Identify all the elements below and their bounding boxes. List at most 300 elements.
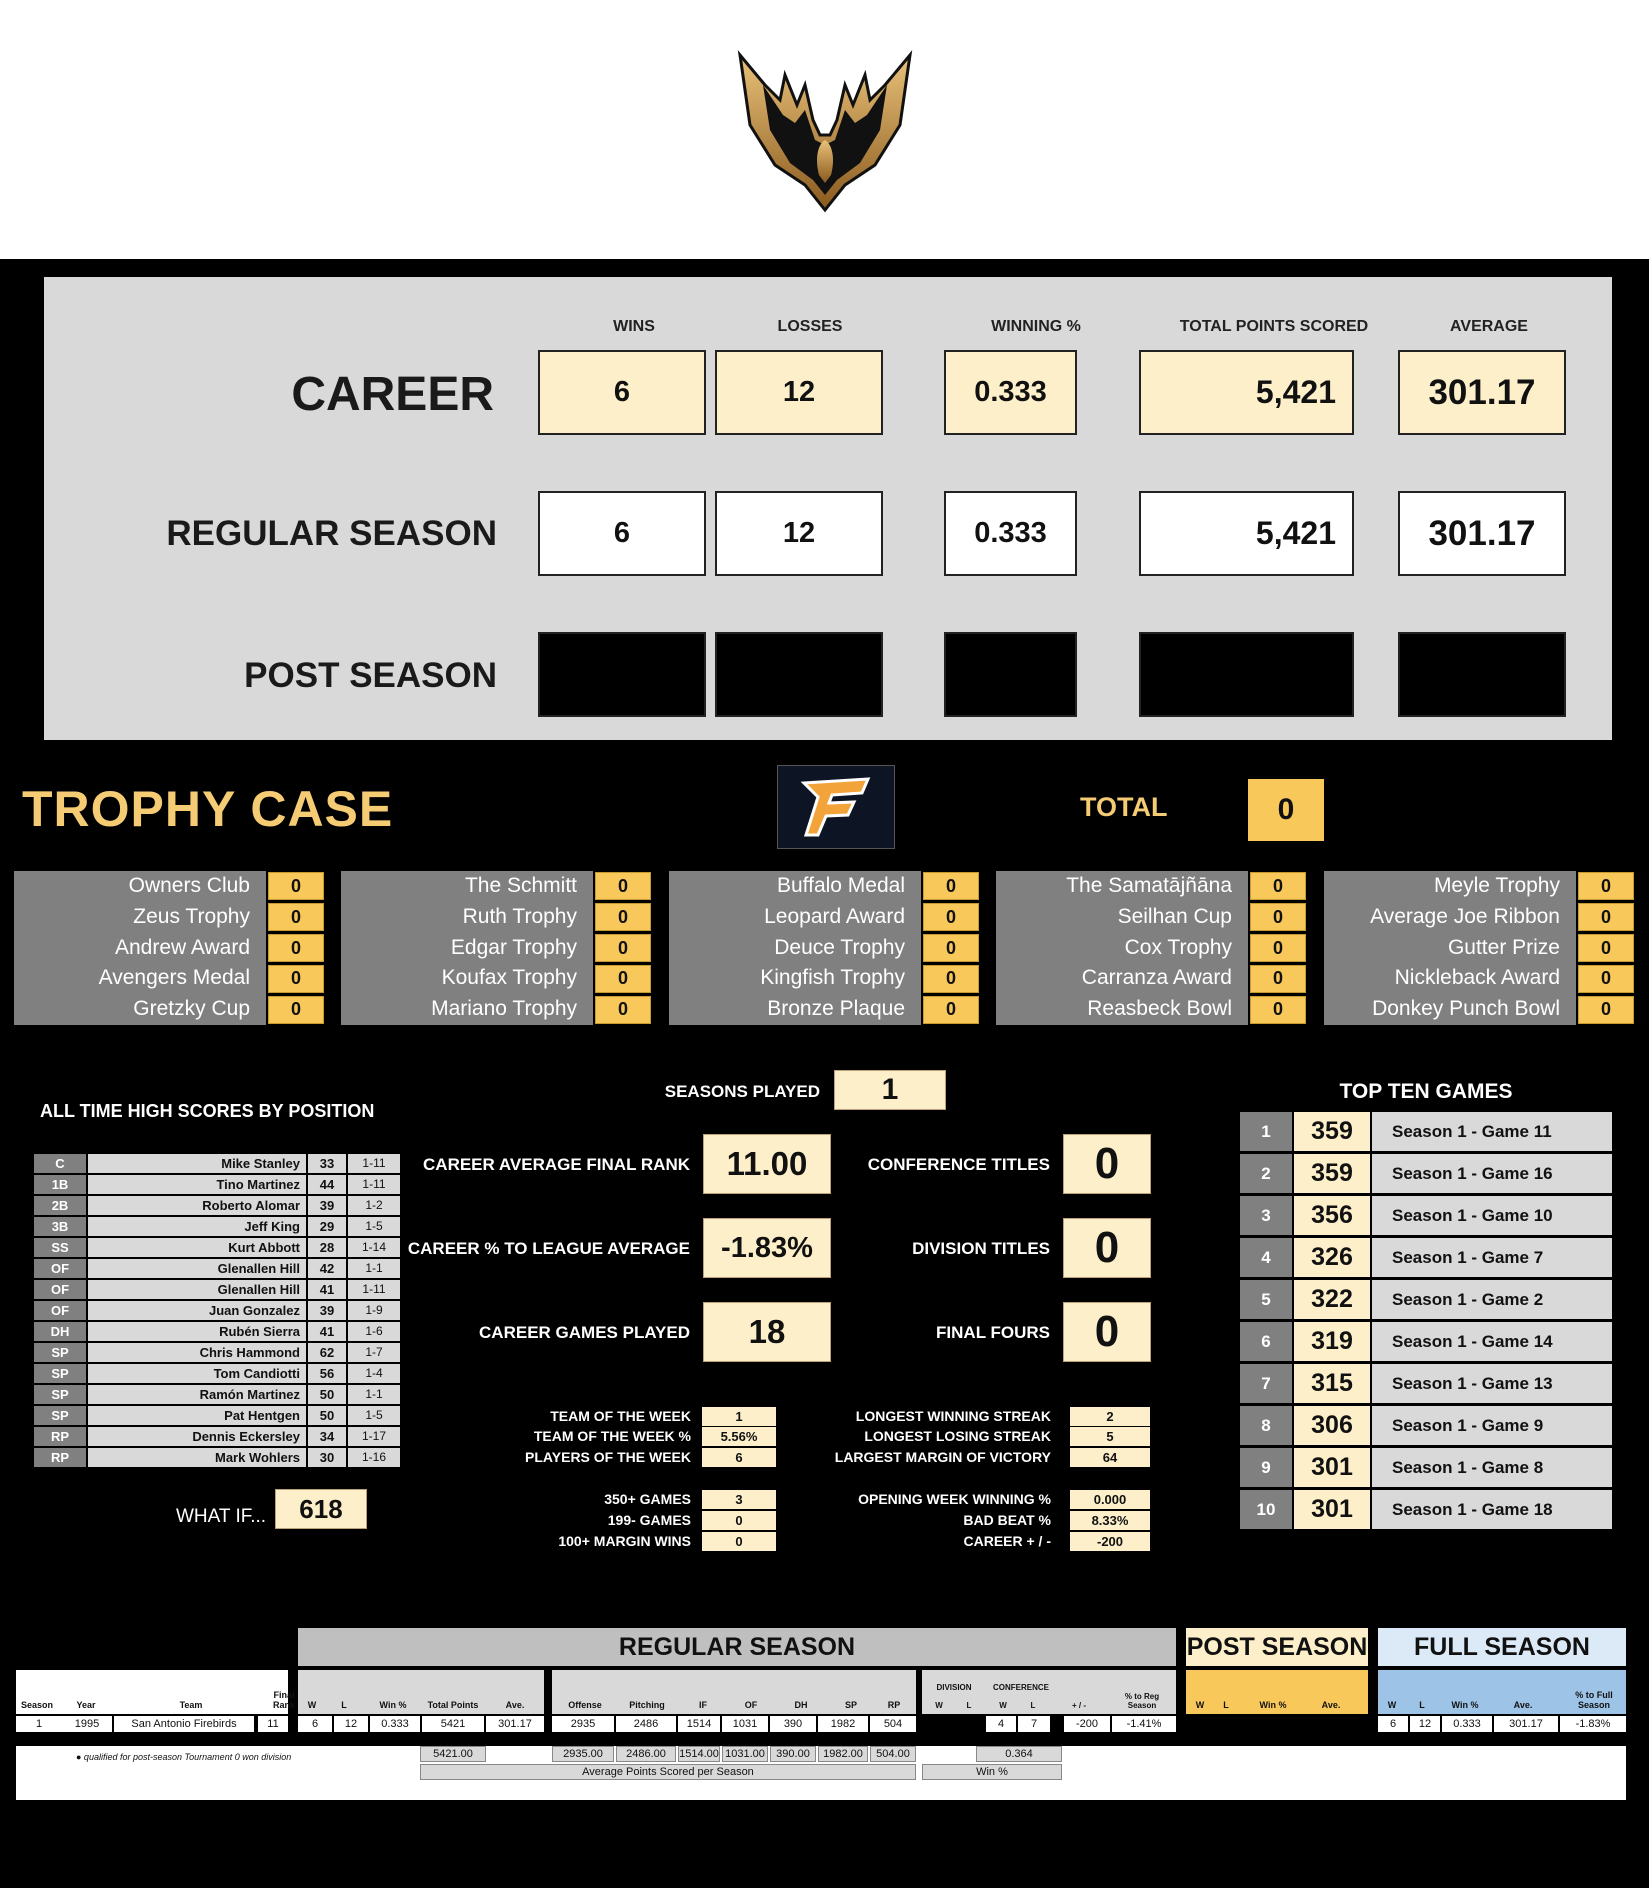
top-game-rank: 7 — [1240, 1364, 1292, 1403]
total-cell: 1982.00 — [818, 1746, 868, 1762]
position-code: SP — [34, 1364, 86, 1383]
season-cell: 5421 — [422, 1716, 484, 1732]
winning-pct-header: WINNING % — [991, 318, 1081, 335]
trophy-name: The Samatājñāna — [1066, 874, 1232, 897]
trophy-count: 0 — [1250, 903, 1306, 931]
player-score: 62 — [308, 1343, 346, 1362]
div-titles-label: DIVISION TITLES — [912, 1239, 1050, 1258]
footnote-text: ● qualified for post-season Tournament 0 won division — [76, 1752, 292, 1762]
position-code: 2B — [34, 1196, 86, 1215]
player-score: 56 — [308, 1364, 346, 1383]
small-stat-value: 6 — [702, 1448, 776, 1467]
player-name: Pat Hentgen — [88, 1406, 306, 1425]
post-losses — [715, 632, 883, 717]
id-header: Team — [179, 1700, 203, 1710]
player-name: Tino Martinez — [88, 1175, 306, 1194]
conf-titles-label: CONFERENCE TITLES — [867, 1155, 1050, 1174]
pos-header: IF — [699, 1700, 707, 1710]
season-cell: 504 — [870, 1716, 916, 1732]
top-game-row — [1240, 1112, 1612, 1151]
career-wins: 6 — [538, 350, 706, 435]
trophy-group — [669, 871, 981, 1025]
what-if-value: 618 — [275, 1489, 367, 1529]
top-game-score: 356 — [1294, 1196, 1370, 1235]
player-name: Mark Wohlers — [88, 1448, 306, 1467]
trophy-name: The Schmitt — [464, 874, 577, 897]
div-conf-header: CONFERENCE — [992, 1683, 1049, 1692]
full-header: Ave. — [1513, 1700, 1533, 1710]
top-ten-title: TOP TEN GAMES — [1339, 1080, 1513, 1103]
avg-rank-value: 11.00 — [703, 1134, 831, 1194]
game-ref: 1-17 — [348, 1427, 400, 1446]
pos-header: OF — [744, 1700, 758, 1710]
game-ref: 1-2 — [348, 1196, 400, 1215]
post-header: Ave. — [1321, 1700, 1341, 1710]
position-code: 1B — [34, 1175, 86, 1194]
div-conf-header: W — [935, 1701, 943, 1710]
season-cell: 12 — [1410, 1716, 1440, 1732]
position-row — [34, 1405, 383, 1425]
trophy-count: 0 — [1578, 903, 1634, 931]
trophy-name: Kingfish Trophy — [760, 966, 905, 990]
season-cell: 4 — [986, 1716, 1016, 1732]
player-score: 50 — [308, 1406, 346, 1425]
pos-header: Pitching — [629, 1700, 665, 1710]
div-conf-header: DIVISION — [936, 1683, 972, 1692]
career-pct: 0.333 — [944, 350, 1077, 435]
small-stat-value: 8.33% — [1070, 1511, 1150, 1530]
small-stat-label: OPENING WEEK WINNING % — [858, 1491, 1051, 1507]
position-code: C — [34, 1154, 86, 1173]
position-row — [34, 1258, 383, 1278]
trophy-count: 0 — [268, 996, 324, 1024]
reg-header: Ave. — [505, 1700, 525, 1710]
small-stat-label: TEAM OF THE WEEK % — [533, 1428, 691, 1444]
total-cell: 1031.00 — [722, 1746, 768, 1762]
top-game-label: Season 1 - Game 8 — [1372, 1448, 1612, 1487]
trophy-count: 0 — [1578, 996, 1634, 1024]
top-game-rank: 1 — [1240, 1112, 1292, 1151]
top-game-score: 359 — [1294, 1112, 1370, 1151]
player-score: 41 — [308, 1322, 346, 1341]
game-ref: 1-4 — [348, 1364, 400, 1383]
total-cell: 1514.00 — [679, 1748, 719, 1760]
post-season-bar: POST SEASON — [1186, 1628, 1368, 1666]
final-fours-value: 0 — [1063, 1302, 1151, 1362]
average-header: AVERAGE — [1450, 318, 1528, 335]
small-stat-label: LARGEST MARGIN OF VICTORY — [834, 1449, 1051, 1465]
position-row — [34, 1384, 383, 1404]
regular-season-bar: REGULAR SEASON — [298, 1628, 1176, 1666]
trophy-count: 0 — [595, 996, 651, 1024]
top-game-score: 315 — [1294, 1364, 1370, 1403]
top-game-score: 319 — [1294, 1322, 1370, 1361]
player-name: Kurt Abbott — [88, 1238, 306, 1257]
trophy-count: 0 — [1250, 934, 1306, 962]
regular-season-label: REGULAR SEASON — [166, 514, 497, 553]
post-header: W — [1195, 1700, 1205, 1710]
season-cell: 0.333 — [370, 1716, 420, 1732]
top-game-label: Season 1 - Game 14 — [1372, 1322, 1612, 1361]
top-game-score: 306 — [1294, 1406, 1370, 1445]
trophy-name: Andrew Award — [114, 935, 250, 959]
season-cell: 1031 — [722, 1716, 768, 1732]
position-code: RP — [34, 1448, 86, 1467]
post-points — [1139, 632, 1354, 717]
season-cell: 1 — [16, 1716, 62, 1732]
player-name: Jeff King — [88, 1217, 306, 1236]
trophy-count: 0 — [923, 872, 979, 900]
position-row — [34, 1174, 386, 1194]
full-header: L — [1419, 1700, 1425, 1710]
small-stat-value: 0 — [702, 1532, 776, 1551]
top-game-row — [1240, 1490, 1612, 1529]
full-header: W — [1387, 1700, 1397, 1710]
pos-header: SP — [844, 1700, 857, 1710]
top-game-rank: 2 — [1240, 1154, 1292, 1193]
game-ref: 1-16 — [348, 1448, 400, 1467]
career-label: CAREER — [291, 368, 494, 421]
top-game-row — [1240, 1196, 1612, 1235]
regular-average: 301.17 — [1398, 491, 1566, 576]
small-stat-label: BAD BEAT % — [963, 1512, 1051, 1528]
season-cell: -1.83% — [1560, 1716, 1626, 1732]
div-conf-header: + / - — [1071, 1701, 1086, 1710]
trophy-count: 0 — [1250, 996, 1306, 1024]
header-band — [0, 0, 1649, 259]
wins-header: WINS — [613, 318, 655, 335]
position-code: SP — [34, 1406, 86, 1425]
trophy-name: Edgar Trophy — [450, 935, 577, 959]
player-score: 34 — [308, 1427, 346, 1446]
top-game-row — [1240, 1448, 1612, 1487]
top-game-score: 301 — [1294, 1490, 1370, 1529]
full-header: Win % — [1451, 1700, 1479, 1710]
total-cell: 504.00 — [870, 1746, 916, 1762]
trophy-case-title: TROPHY CASE — [22, 781, 394, 837]
trophy-total-value: 0 — [1248, 779, 1324, 841]
full-season-bar: FULL SEASON — [1378, 1628, 1626, 1666]
trophy-count: 0 — [595, 872, 651, 900]
trophy-name: Ruth Trophy — [462, 904, 577, 928]
total-cell: 2935.00 — [552, 1746, 614, 1762]
reg-header: W — [307, 1700, 317, 1710]
position-row — [34, 1216, 383, 1236]
player-score: 29 — [308, 1217, 346, 1236]
top-game-label: Season 1 - Game 10 — [1372, 1196, 1612, 1235]
id-header: Year — [76, 1700, 96, 1710]
div-titles-value: 0 — [1063, 1218, 1151, 1278]
seasons-played-label: SEASONS PLAYED — [664, 1082, 820, 1101]
season-cell: 301.17 — [1494, 1716, 1558, 1732]
div-conf-header: L — [966, 1701, 972, 1710]
games-played-label: CAREER GAMES PLAYED — [479, 1323, 690, 1342]
trophy-count: 0 — [1578, 965, 1634, 993]
post-average — [1398, 632, 1566, 717]
total-points-header: TOTAL POINTS SCORED — [1179, 318, 1369, 335]
post-season-label: POST SEASON — [244, 656, 497, 695]
pos-headers — [552, 1670, 916, 1714]
trophy-total-label: TOTAL — [1080, 792, 1168, 822]
season-cell: 2486 — [616, 1716, 676, 1732]
trophy-name: Carranza Award — [1081, 966, 1232, 990]
player-score: 30 — [308, 1448, 346, 1467]
trophy-name: Donkey Punch Bowl — [1372, 997, 1560, 1021]
top-game-row — [1240, 1322, 1612, 1361]
div-conf-header: % to Reg Season — [1124, 1692, 1160, 1710]
reg-headers — [298, 1670, 544, 1714]
game-ref: 1-5 — [348, 1406, 400, 1425]
reg-header: Win % — [379, 1700, 407, 1710]
top-game-label: Season 1 - Game 18 — [1372, 1490, 1612, 1529]
small-stat-label: 199- GAMES — [607, 1512, 691, 1528]
top-game-label: Season 1 - Game 7 — [1372, 1238, 1612, 1277]
small-stat-value: 0 — [702, 1511, 776, 1530]
season-cell: -1.41% — [1112, 1716, 1176, 1732]
season-cell: 7 — [1018, 1716, 1050, 1732]
trophy-count: 0 — [1250, 965, 1306, 993]
player-name: Rubén Sierra — [88, 1322, 306, 1341]
player-name: Glenallen Hill — [88, 1280, 306, 1299]
pos-header: Offense — [568, 1700, 602, 1710]
position-row — [34, 1237, 387, 1257]
div-conf-headers — [922, 1670, 1176, 1714]
player-score: 33 — [308, 1154, 346, 1173]
position-code: DH — [34, 1322, 86, 1341]
small-stat-value: -200 — [1070, 1532, 1150, 1551]
id-header: Final Rank — [272, 1690, 295, 1710]
top-game-row — [1240, 1280, 1612, 1319]
win-pct-label: Win % — [922, 1764, 1062, 1780]
pos-header: DH — [794, 1700, 808, 1710]
position-code: 3B — [34, 1217, 86, 1236]
small-stat-value: 64 — [1070, 1448, 1150, 1467]
career-summary-panel — [44, 277, 1612, 740]
career-average: 301.17 — [1398, 350, 1566, 435]
top-game-score: 301 — [1294, 1448, 1370, 1487]
season-cell: -200 — [1064, 1716, 1110, 1732]
top-game-label: Season 1 - Game 11 — [1372, 1112, 1612, 1151]
small-stat-label: PLAYERS OF THE WEEK — [525, 1449, 691, 1465]
post-pct — [944, 632, 1077, 717]
game-ref: 1-1 — [348, 1385, 400, 1404]
position-code: SP — [34, 1343, 86, 1362]
top-game-row — [1240, 1406, 1612, 1445]
trophy-name: Mariano Trophy — [431, 997, 577, 1021]
trophy-name: Cox Trophy — [1124, 935, 1232, 959]
top-game-score: 326 — [1294, 1238, 1370, 1277]
top-game-rank: 10 — [1240, 1490, 1292, 1529]
player-name: Juan Gonzalez — [88, 1301, 306, 1320]
trophy-name: Owners Club — [128, 874, 250, 897]
small-stat-label: 100+ MARGIN WINS — [558, 1533, 691, 1549]
trophy-count: 0 — [595, 934, 651, 962]
regular-losses: 12 — [715, 491, 883, 576]
top-game-rank: 3 — [1240, 1196, 1292, 1235]
season-cell: 301.17 — [486, 1716, 544, 1732]
trophy-name: Meyle Trophy — [1433, 874, 1560, 897]
small-stat-label: LONGEST LOSING STREAK — [864, 1428, 1051, 1444]
div-conf-header: W — [999, 1701, 1007, 1710]
player-score: 28 — [308, 1238, 346, 1257]
game-ref: 1-1 — [348, 1259, 400, 1278]
season-cell: 2935 — [552, 1716, 614, 1732]
trophy-group — [1324, 871, 1636, 1025]
total-cell: 0.364 — [976, 1746, 1062, 1762]
trophy-name: Avengers Medal — [98, 966, 250, 990]
trophy-count: 0 — [923, 965, 979, 993]
seasons-played-value: 1 — [834, 1070, 946, 1110]
position-code: RP — [34, 1427, 86, 1446]
top-game-score: 359 — [1294, 1154, 1370, 1193]
career-losses: 12 — [715, 350, 883, 435]
trophy-group — [341, 871, 653, 1025]
total-cell: 390.00 — [770, 1746, 816, 1762]
regular-pct: 0.333 — [944, 491, 1077, 576]
position-row — [34, 1279, 386, 1299]
reg-header: L — [341, 1700, 347, 1710]
career-points: 5,421 — [1139, 350, 1354, 435]
game-ref: 1-9 — [348, 1301, 400, 1320]
small-stat-value: 5.56% — [702, 1427, 776, 1446]
season-cell: 1982 — [818, 1716, 868, 1732]
full-header: % to Full Season — [1575, 1690, 1613, 1710]
trophy-count: 0 — [268, 872, 324, 900]
div-conf-header: L — [1030, 1701, 1036, 1710]
small-stat-value: 0.000 — [1070, 1490, 1150, 1509]
top-game-label: Season 1 - Game 9 — [1372, 1406, 1612, 1445]
trophy-count: 0 — [1578, 934, 1634, 962]
id-header: Season — [20, 1700, 53, 1710]
position-row — [34, 1342, 383, 1362]
pos-header: RP — [887, 1700, 901, 1710]
post-headers — [1186, 1670, 1368, 1714]
game-ref: 1-11 — [348, 1175, 400, 1194]
id-headers — [16, 1670, 295, 1714]
trophy-name: Reasbeck Bowl — [1087, 997, 1232, 1021]
season-cell: 390 — [770, 1716, 816, 1732]
season-cell: 11 — [258, 1716, 288, 1732]
losses-header: LOSSES — [777, 318, 843, 335]
position-row — [34, 1195, 383, 1215]
position-code: SP — [34, 1385, 86, 1404]
trophy-count: 0 — [595, 965, 651, 993]
trophy-group — [996, 871, 1308, 1025]
season-cell: 6 — [1378, 1716, 1408, 1732]
trophy-name: Gutter Prize — [1447, 935, 1560, 959]
top-game-rank: 8 — [1240, 1406, 1292, 1445]
team-f-logo-icon — [777, 765, 895, 849]
season-cell: 6 — [298, 1716, 332, 1732]
trophy-count: 0 — [923, 996, 979, 1024]
regular-points: 5,421 — [1139, 491, 1354, 576]
trophy-name: Leopard Award — [764, 904, 905, 928]
top-game-score: 322 — [1294, 1280, 1370, 1319]
avg-rank-label: CAREER AVERAGE FINAL RANK — [423, 1155, 690, 1174]
position-code: SS — [34, 1238, 86, 1257]
season-cell: 12 — [334, 1716, 368, 1732]
top-game-label: Season 1 - Game 16 — [1372, 1154, 1612, 1193]
player-name: Roberto Alomar — [88, 1196, 306, 1215]
game-ref: 1-5 — [348, 1217, 400, 1236]
post-header: L — [1223, 1700, 1229, 1710]
pct-league-value: -1.83% — [703, 1218, 831, 1278]
game-ref: 1-11 — [348, 1154, 400, 1173]
player-score: 44 — [308, 1175, 346, 1194]
small-stat-label: 350+ GAMES — [604, 1491, 691, 1507]
trophy-name: Zeus Trophy — [133, 904, 250, 928]
total-cell: 5421.00 — [420, 1746, 486, 1762]
top-game-rank: 9 — [1240, 1448, 1292, 1487]
game-ref: 1-7 — [348, 1343, 400, 1362]
final-fours-label: FINAL FOURS — [936, 1323, 1050, 1342]
games-played-value: 18 — [703, 1302, 831, 1362]
player-name: Ramón Martinez — [88, 1385, 306, 1404]
trophy-count: 0 — [595, 903, 651, 931]
small-stat-value: 2 — [1070, 1407, 1150, 1426]
small-stat-value: 1 — [702, 1407, 776, 1426]
player-name: Tom Candiotti — [88, 1364, 306, 1383]
position-code: OF — [34, 1259, 86, 1278]
player-name: Mike Stanley — [88, 1154, 306, 1173]
regular-wins: 6 — [538, 491, 706, 576]
conf-titles-value: 0 — [1063, 1134, 1151, 1194]
top-game-rank: 4 — [1240, 1238, 1292, 1277]
small-stat-value: 3 — [702, 1490, 776, 1509]
trophy-count: 0 — [923, 934, 979, 962]
top-game-row — [1240, 1154, 1612, 1193]
season-cell: 1514 — [678, 1716, 720, 1732]
position-code: OF — [34, 1280, 86, 1299]
trophy-count: 0 — [923, 903, 979, 931]
player-score: 39 — [308, 1196, 346, 1215]
trophy-name: Gretzky Cup — [133, 997, 250, 1021]
player-score: 42 — [308, 1259, 346, 1278]
pct-league-label: CAREER % TO LEAGUE AVERAGE — [407, 1239, 690, 1258]
position-highs-title: ALL TIME HIGH SCORES BY POSITION — [40, 1101, 375, 1121]
avg-points-label: Average Points Scored per Season — [420, 1764, 916, 1780]
player-score: 39 — [308, 1301, 346, 1320]
position-row — [34, 1363, 383, 1383]
trophy-name: Deuce Trophy — [774, 935, 905, 959]
top-game-label: Season 1 - Game 2 — [1372, 1280, 1612, 1319]
post-wins — [538, 632, 706, 717]
season-cell: San Antonio Firebirds — [114, 1716, 254, 1732]
trophy-name: Bronze Plaque — [767, 997, 905, 1021]
position-code: OF — [34, 1301, 86, 1320]
trophy-name: Koufax Trophy — [441, 966, 577, 990]
trophy-count: 0 — [268, 934, 324, 962]
game-ref: 1-14 — [348, 1238, 400, 1257]
position-row — [34, 1321, 383, 1341]
trophy-name: Buffalo Medal — [776, 874, 905, 897]
trophy-count: 0 — [1250, 872, 1306, 900]
player-score: 41 — [308, 1280, 346, 1299]
game-ref: 1-6 — [348, 1322, 400, 1341]
top-game-rank: 6 — [1240, 1322, 1292, 1361]
position-row — [34, 1426, 387, 1446]
small-stat-value: 5 — [1070, 1427, 1150, 1446]
player-name: Glenallen Hill — [88, 1259, 306, 1278]
trophy-name: Average Joe Ribbon — [1370, 904, 1560, 928]
small-stat-label: TEAM OF THE WEEK — [550, 1408, 691, 1424]
season-cell: 0.333 — [1442, 1716, 1492, 1732]
total-cell: 2486.00 — [616, 1746, 676, 1762]
trophy-count: 0 — [1578, 872, 1634, 900]
player-score: 50 — [308, 1385, 346, 1404]
trophy-name: Nickleback Award — [1394, 966, 1560, 990]
post-header: Win % — [1259, 1700, 1287, 1710]
